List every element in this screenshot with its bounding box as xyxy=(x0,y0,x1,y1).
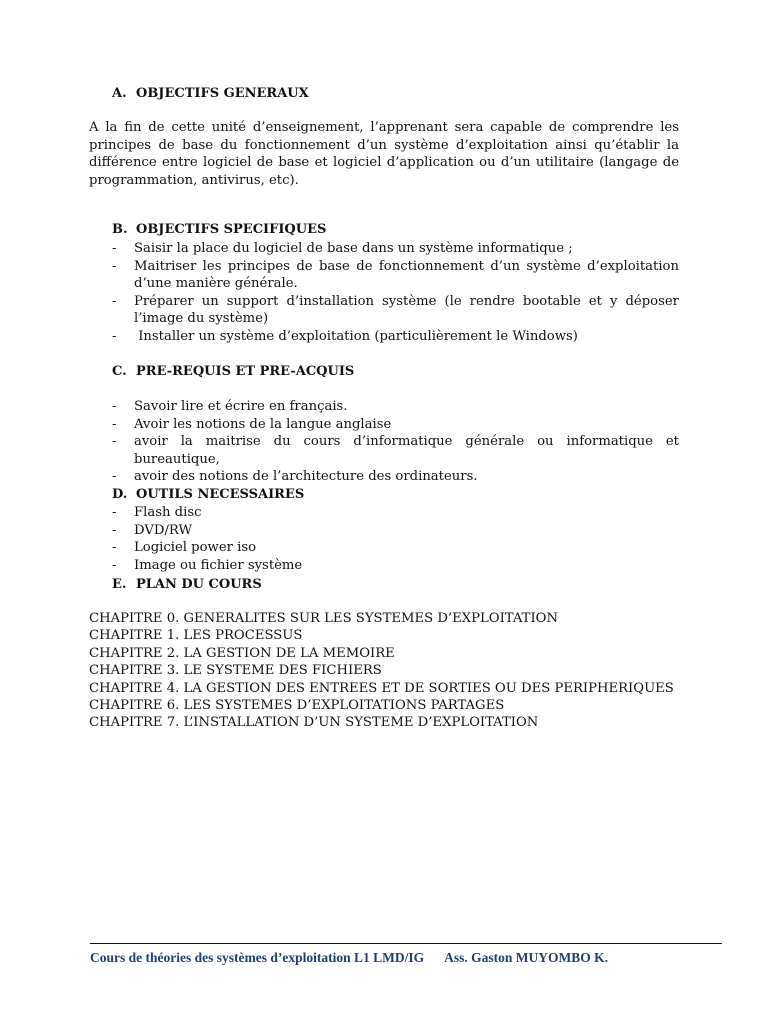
dash-bullet: - xyxy=(112,293,117,309)
section-e-heading xyxy=(112,577,262,592)
list-item-text: Avoir les notions de la langue anglaise xyxy=(134,416,392,432)
section-e-letter: E. xyxy=(112,577,127,592)
list-item-text: Image ou fichier système xyxy=(134,557,303,573)
dash-bullet: - xyxy=(112,557,117,573)
section-a-title: OBJECTIFS GENERAUX xyxy=(136,86,309,101)
section-a-heading xyxy=(112,86,309,101)
section-d-list xyxy=(112,504,679,574)
list-item-text: Logiciel power iso xyxy=(134,540,257,556)
dash-bullet: - xyxy=(112,399,117,414)
section-b-heading xyxy=(112,222,326,237)
list-item-text: Installer un système d’exploitation (particulièrement le Windows) xyxy=(134,328,578,344)
page-footer xyxy=(90,950,608,966)
footer-rule xyxy=(90,943,722,944)
section-d-letter: D. xyxy=(112,487,128,502)
chapter-item: CHAPITRE 1. LES PROCESSUS xyxy=(89,628,303,644)
dash-bullet: - xyxy=(112,241,117,256)
list-item xyxy=(112,504,679,522)
list-item xyxy=(112,258,679,293)
section-c-title: PRE-REQUIS ET PRE-ACQUIS xyxy=(136,364,355,379)
footer-author: Ass. Gaston MUYOMBO K. xyxy=(444,950,609,965)
list-item xyxy=(112,416,679,434)
dash-bullet: - xyxy=(112,522,117,538)
section-a-paragraph: A la fin de cette unité d’enseignement, l’apprenant sera capable de comprendre les principes de base du fonctionnement d’un système d’exploitation ainsi qu’établir la différence entre logiciel de base et logiciel d’application ou d’un utilitaire (langage de programmation, antivirus, etc). xyxy=(89,120,679,188)
list-item-text: DVD/RW xyxy=(134,522,193,538)
list-item-text: avoir des notions de l’architecture des ordinateurs. xyxy=(134,469,478,485)
list-item xyxy=(112,240,679,258)
dash-bullet: - xyxy=(112,416,117,432)
section-d-title: OUTILS NECESSAIRES xyxy=(136,487,305,502)
chapter-item: CHAPITRE 7. L’INSTALLATION D’UN SYSTEME D’EXPLOITATION xyxy=(89,715,539,731)
chapter-list xyxy=(89,610,679,732)
list-item xyxy=(112,468,679,486)
dash-bullet: - xyxy=(112,469,117,485)
dash-bullet: - xyxy=(112,434,117,450)
footer-course-title: Cours de théories des systèmes d’exploitation L1 LMD/IG xyxy=(90,950,425,965)
section-c-heading xyxy=(112,364,354,379)
section-b-title: OBJECTIFS SPECIFIQUES xyxy=(136,222,327,237)
section-a-letter: A. xyxy=(112,86,127,101)
list-item xyxy=(112,433,679,468)
list-item-text: Saisir la place du logiciel de base dans un système informatique ; xyxy=(134,241,573,256)
section-e-title: PLAN DU COURS xyxy=(136,577,262,592)
list-item xyxy=(112,293,679,328)
dash-bullet: - xyxy=(112,258,117,274)
chapter-item: CHAPITRE 2. LA GESTION DE LA MEMOIRE xyxy=(89,645,395,661)
list-item-text: Savoir lire et écrire en français. xyxy=(134,399,348,414)
chapter-item: CHAPITRE 0. GENERALITES SUR LES SYSTEMES D’EXPLOITATION xyxy=(89,611,559,626)
section-b-letter: B. xyxy=(112,222,128,237)
list-item-text: Préparer un support d’installation système (le rendre bootable et y déposer l’image du système) xyxy=(134,293,679,327)
list-item xyxy=(112,557,679,575)
section-c-list xyxy=(112,398,679,486)
list-item xyxy=(112,522,679,540)
list-item xyxy=(112,539,679,557)
section-c-letter: C. xyxy=(112,364,127,379)
list-item xyxy=(112,398,679,416)
list-item-text: Maitriser les principes de base de fonctionnement d’un système d’exploitation d’une manière générale. xyxy=(134,258,679,292)
chapter-item: CHAPITRE 6. LES SYSTEMES D’EXPLOITATIONS PARTAGES xyxy=(89,698,505,714)
dash-bullet: - xyxy=(112,505,117,520)
dash-bullet: - xyxy=(112,328,117,344)
dash-bullet: - xyxy=(112,540,117,556)
chapter-item: CHAPITRE 4. LA GESTION DES ENTREES ET DE SORTIES OU DES PERIPHERIQUES xyxy=(89,680,674,696)
chapter-item: CHAPITRE 3. LE SYSTEME DES FICHIERS xyxy=(89,663,382,679)
list-item-text: avoir la maitrise du cours d’informatique générale ou informatique et bureautique, xyxy=(134,434,679,467)
section-d-heading xyxy=(112,487,304,502)
list-item xyxy=(112,328,679,346)
section-b-list xyxy=(112,240,679,346)
list-item-text: Flash disc xyxy=(134,505,202,520)
